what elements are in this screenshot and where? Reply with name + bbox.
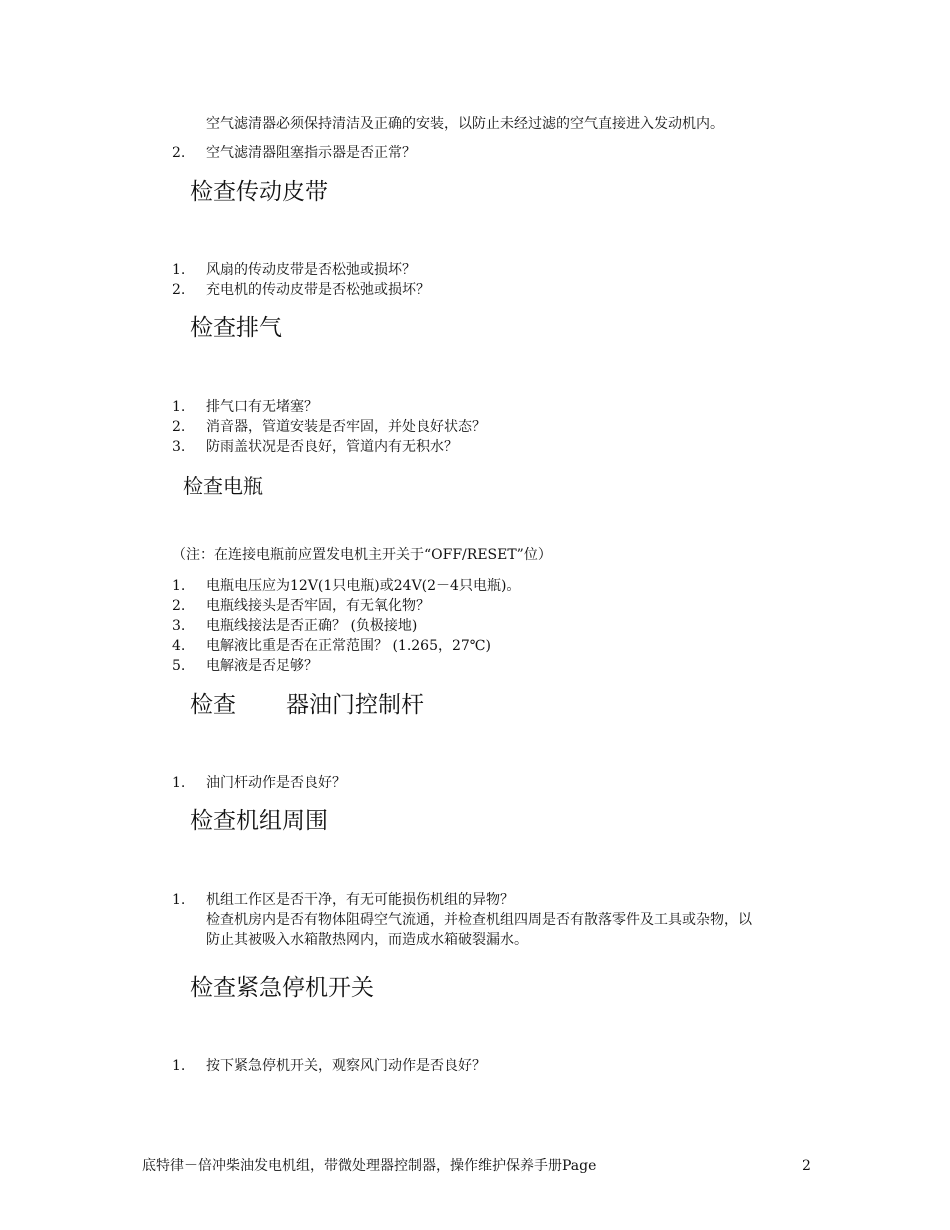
- list-item-number: 3.: [172, 439, 186, 455]
- list-item-text: 机组工作区是否干净，有无可能损伤机组的异物？: [206, 892, 514, 908]
- section-heading-throttle: [190, 690, 424, 720]
- list-item-text: 电瓶线接法是否正确？ (负极接地): [206, 618, 418, 634]
- section-heading-belts: 检查传动皮带: [190, 179, 328, 205]
- continuation-text: 防止其被吸入水箱散热网内，而造成水箱破裂漏水。: [206, 932, 528, 948]
- list-item-text: 风扇的传动皮带是否松弛或损坏？: [206, 262, 416, 278]
- list-item-text: 消音器，管道安装是否牢固，并处良好状态？: [206, 419, 486, 435]
- section-heading-surroundings: 检查机组周围: [190, 808, 328, 834]
- list-item-number: 2.: [172, 598, 186, 614]
- list-item-text: 电解液比重是否在正常范围？ (1.265，27℃): [206, 638, 491, 654]
- list-item-text: 油门杆动作是否良好？: [206, 775, 346, 791]
- list-item-number: 1.: [172, 892, 186, 908]
- list-item-text: 电瓶线接头是否牢固，有无氧化物？: [206, 598, 430, 614]
- list-item-text: 充电机的传动皮带是否松弛或损坏？: [206, 282, 430, 298]
- list-item-number: 1.: [172, 1058, 186, 1074]
- list-item-number: 2.: [172, 282, 186, 298]
- list-item-number: 1.: [172, 399, 186, 415]
- intro-text: 空气滤清器必须保持清洁及正确的安装，以防止未经过滤的空气直接进入发动机内。: [206, 116, 724, 132]
- section-heading-emergency-stop: 检查紧急停机开关: [190, 975, 374, 1001]
- list-item-text: 按下紧急停机开关，观察风门动作是否良好？: [206, 1058, 486, 1074]
- list-item-text: 防雨盖状况是否良好，管道内有无积水？: [206, 439, 458, 455]
- section-heading-battery: 检查电瓶: [183, 474, 263, 498]
- list-item-text: 电瓶电压应为12V(1只电瓶)或24V(2－4只电瓶)。: [206, 578, 521, 594]
- list-item-text: 空气滤清器阻塞指示器是否正常？: [206, 145, 416, 161]
- list-item-number: 1.: [172, 262, 186, 278]
- list-item-text: 电解液是否足够？: [206, 658, 318, 674]
- list-item-number: 1.: [172, 775, 186, 791]
- page-number: 2: [802, 1158, 811, 1174]
- list-item-number: 4.: [172, 638, 186, 654]
- list-item-text: 排气口有无堵塞？: [206, 399, 318, 415]
- heading-part: 检查: [190, 692, 236, 718]
- continuation-text: 检查机房内是否有物体阻碍空气流通，并检查机组四周是否有散落零件及工具或杂物，以: [206, 912, 752, 928]
- heading-part: 器油门控制杆: [286, 692, 424, 718]
- list-item-number: 3.: [172, 618, 186, 634]
- list-item-number: 2.: [172, 145, 186, 161]
- footer-title: 底特律－倍冲柴油发电机组，带微处理器控制器，操作维护保养手册Page: [142, 1158, 597, 1174]
- section-heading-exhaust: 检查排气: [190, 315, 282, 341]
- list-item-number: 1.: [172, 578, 186, 594]
- battery-note: （注：在连接电瓶前应置发电机主开关于“OFF/RESET”位）: [172, 547, 552, 563]
- list-item-number: 2.: [172, 419, 186, 435]
- list-item-number: 5.: [172, 658, 186, 674]
